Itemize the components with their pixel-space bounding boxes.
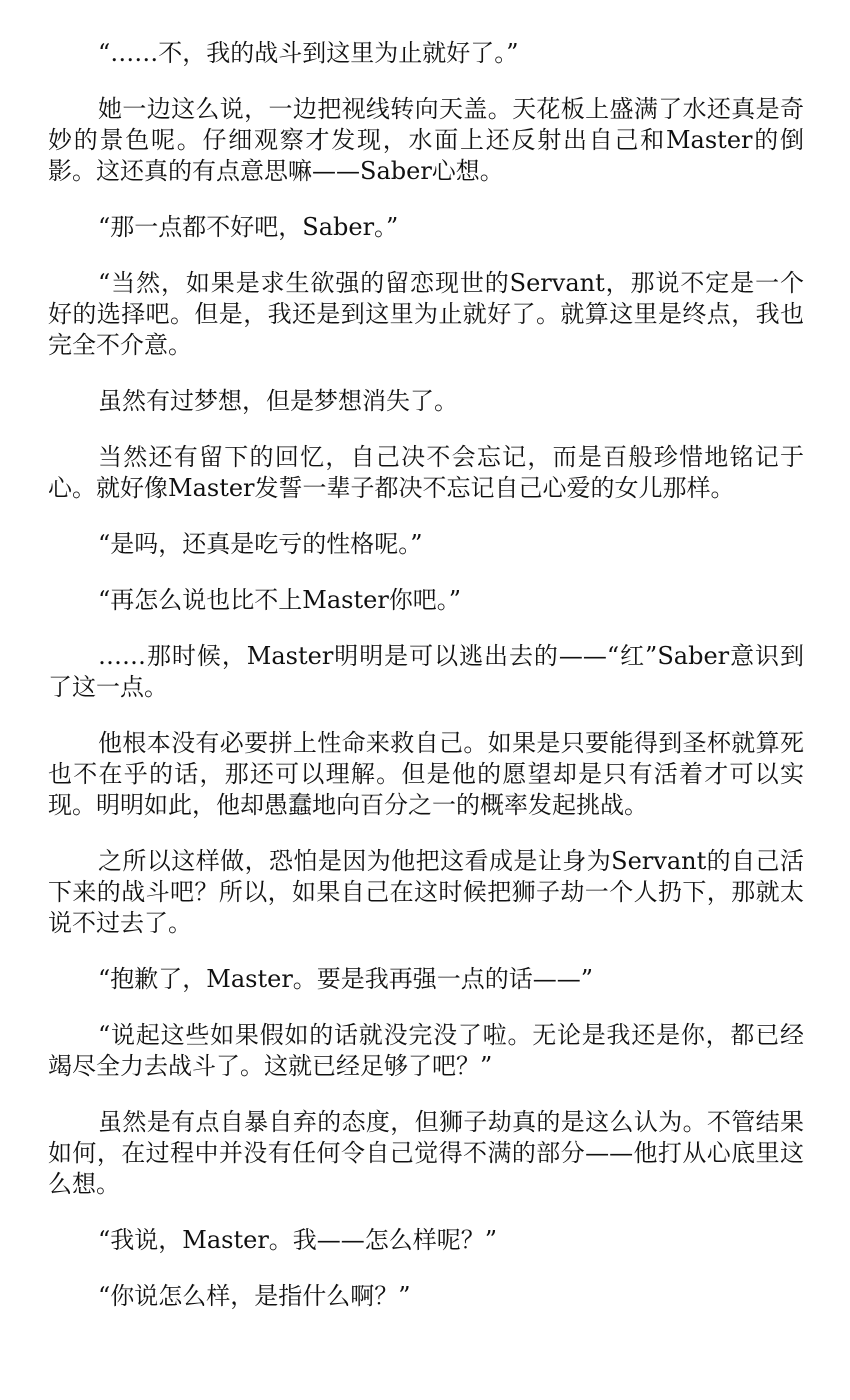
paragraph: ……那时候，Master明明是可以逃出去的——“红”Saber意识到了这一点。	[48, 642, 804, 701]
paragraph: “……不，我的战斗到这里为止就好了。”	[98, 39, 519, 67]
paragraph: “说起这些如果假如的话就没完没了啦。无论是我还是你，都已经竭尽全力去战斗了。这就已经足够了吧？”	[48, 1021, 804, 1080]
paragraph: “再怎么说也比不上Master你吧。”	[98, 586, 462, 614]
paragraph: 当然还有留下的回忆，自己决不会忘记，而是百般珍惜地铭记于心。就好像Master发誓一辈子都决不忘记自己心爱的女儿那样。	[48, 443, 804, 502]
paragraph: “当然，如果是求生欲强的留恋现世的Servant，那说不定是一个好的选择吧。但是，我还是到这里为止就好了。就算这里是终点，我也完全不介意。	[48, 269, 804, 359]
paragraph: “是吗，还真是吃亏的性格呢。”	[98, 530, 423, 558]
paragraph: 虽然是有点自暴自弃的态度，但狮子劫真的是这么认为。不管结果如何，在过程中并没有任何令自己觉得不满的部分——他打从心底里这么想。	[48, 1108, 804, 1198]
paragraph: “我说，Master。我——怎么样呢？”	[98, 1226, 498, 1254]
document-page	[48, 38, 804, 1337]
paragraph: “抱歉了，Master。要是我再强一点的话——”	[98, 965, 594, 993]
paragraph: 她一边这么说，一边把视线转向天盖。天花板上盛满了水还真是奇妙的景色呢。仔细观察才发现，水面上还反射出自己和Master的倒影。这还真的有点意思嘛——Saber心想。	[48, 95, 804, 185]
paragraph: “那一点都不好吧，Saber。”	[98, 213, 399, 241]
paragraph: “你说怎么样，是指什么啊？”	[98, 1282, 411, 1310]
paragraph: 他根本没有必要拼上性命来救自己。如果是只要能得到圣杯就算死也不在乎的话，那还可以理解。但是他的愿望却是只有活着才可以实现。明明如此，他却愚蠢地向百分之一的概率发起挑战。	[48, 729, 804, 819]
paragraph: 之所以这样做，恐怕是因为他把这看成是让身为Servant的自己活下来的战斗吧？所以，如果自己在这时候把狮子劫一个人扔下，那就太说不过去了。	[48, 847, 804, 937]
paragraph: 虽然有过梦想，但是梦想消失了。	[98, 387, 458, 415]
